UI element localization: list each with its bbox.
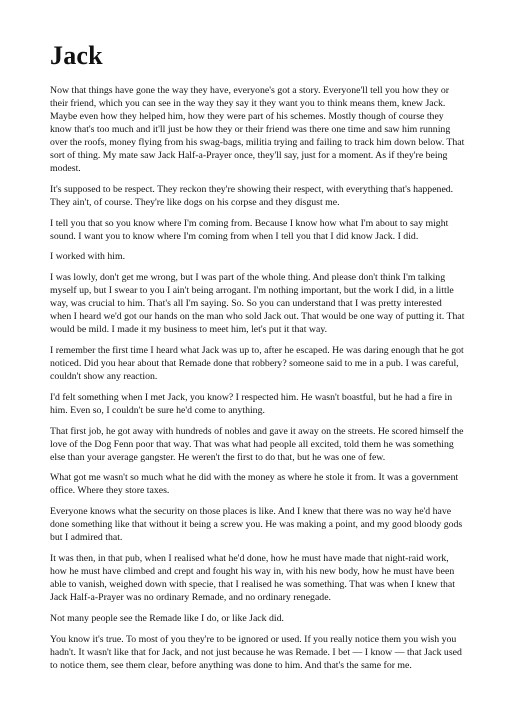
- paragraph-12: Not many people see the Remade like I do, or like Jack did.: [50, 612, 284, 624]
- document-title: Jack: [50, 41, 103, 70]
- document-page: [50, 40, 465, 679]
- paragraph-3: I tell you that so you know where I'm coming from. Because I know how what I'm about to say might sound. I want you to know where I'm coming from when I tell you that I did know Jack. I did.: [50, 217, 449, 242]
- paragraph-4: I worked with him.: [50, 251, 126, 263]
- paragraph-8: That first job, he got away with hundreds of nobles and gave it away on the streets. He scored himself the love of the Dog Fenn poor that way. That was what had people all excited, told them he was something else than your average gangster. He weren't the first to do that, but he was one of few.: [50, 425, 464, 463]
- paragraph-6: I remember the first time I heard what Jack was up to, after he escaped. He was daring enough that he got noticed. Did you hear about that Remade done that robbery? someone said to me in a pub. I was careful, couldn't show any reaction.: [50, 344, 464, 382]
- paragraph-5: I was lowly, don't get me wrong, but I was part of the whole thing. And please don't think I'm talking myself up, but I swear to you I ain't being arrogant. I'm nothing important, but the work I did, in a little way, was crucial to him. That's all I'm saying. So. So you can understand that I was pretty interested when I heard we'd got our hands on the man who sold Jack out. That would be one way of putting it. That would be mild. I made it my business to meet him, let's put it that way.: [50, 272, 465, 336]
- paragraph-7: I'd felt something when I met Jack, you know? I respected him. He wasn't boastful, but he had a fire in him. Even so, I couldn't be sure he'd come to anything.: [50, 391, 453, 416]
- paragraph-9: What got me wasn't so much what he did with the money as where he stole it from. It was a government office. Where they store taxes.: [50, 472, 459, 497]
- paragraph-1: Now that things have gone the way they have, everyone's got a story. Everyone'll tell you how they or their friend, which you can see in the way they say it they want you to think means them, knew Jack. Maybe even how they helped him, how they were part of his schemes. Mostly though of course they know that's too much and it'll just be how they or their friend was there one time and saw him running over the roofs, money flying from his swag-bags, militia trying and failing to track him down below. That sort of thing. My mate saw Jack Half-a-Prayer once, they'll say, just for a moment. As if they're being modest.: [50, 85, 465, 174]
- paragraph-11: It was then, in that pub, when I realised what he'd done, how he must have made that night-raid work, how he must have climbed and crept and fought his way in, with his new body, how he must have been able to vanish, weighed down with specie, that I realised he was something. That was when I knew that Jack Half-a-Prayer was no ordinary Remade, and no ordinary renegade.: [50, 552, 455, 603]
- paragraph-10: Everyone knows what the security on those places is like. And I knew that there was no way he'd have done something like that without it being a screw you. He was making a point, and my good bloody gods but I admired that.: [50, 506, 463, 544]
- paragraph-13: You know it's true. To most of you they're to be ignored or used. If you really notice them you wish you hadn't. It wasn't like that for Jack, and not just because he was Remade. I bet — I know — that Jack used to notice them, see them clear, before anything was done to him. And that's the same for me.: [50, 633, 462, 671]
- paragraph-2: It's supposed to be respect. They reckon they're showing their respect, with everything that's happened. They ain't, of course. They're like dogs on his corpse and they disgust me.: [50, 183, 454, 208]
